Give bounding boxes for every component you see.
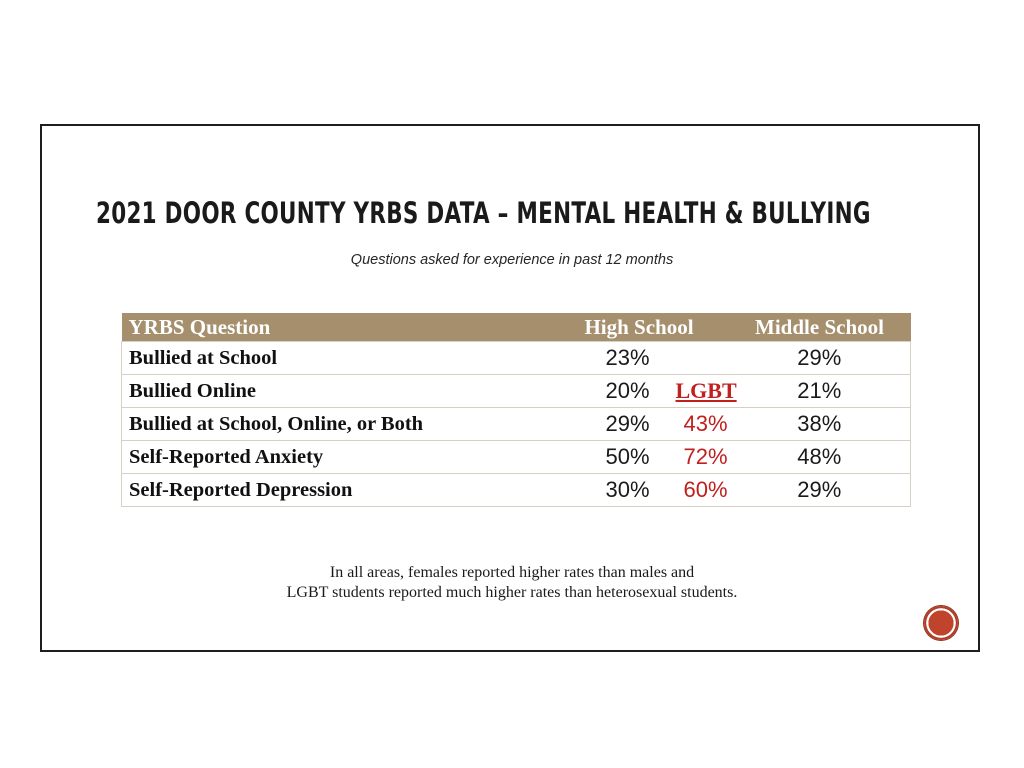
row-middle-school-value: 38% bbox=[729, 408, 911, 441]
row-lgbt-value: 43% bbox=[683, 411, 728, 436]
row-high-school-value: 20% bbox=[605, 378, 650, 403]
slide-nav-dot-icon[interactable] bbox=[924, 606, 958, 640]
row-question: Bullied Online bbox=[122, 375, 550, 408]
row-middle-school-value: 21% bbox=[729, 375, 911, 408]
row-high-school-value: 29% bbox=[605, 411, 650, 436]
table-row bbox=[122, 441, 911, 474]
row-high-school-cell bbox=[550, 342, 729, 375]
table-row bbox=[122, 375, 911, 408]
slide-subtitle: Questions asked for experience in past 12 months bbox=[350, 252, 674, 268]
row-question: Self-Reported Anxiety bbox=[122, 441, 550, 474]
table-row bbox=[122, 408, 911, 441]
footnote-line: In all areas, females reported higher rates than males and bbox=[329, 564, 695, 581]
row-question: Self-Reported Depression bbox=[122, 474, 550, 507]
row-high-school-cell bbox=[550, 441, 729, 474]
table-row bbox=[122, 342, 911, 375]
row-high-school-value: 30% bbox=[605, 477, 650, 502]
row-high-school-cell bbox=[550, 408, 729, 441]
table-row bbox=[122, 474, 911, 507]
footnote-line: LGBT students reported much higher rates than heterosexual students. bbox=[286, 584, 738, 601]
row-high-school-cell bbox=[550, 375, 737, 408]
row-lgbt-value: 72% bbox=[683, 444, 728, 469]
row-middle-school-value: 29% bbox=[729, 342, 911, 375]
table-header-row bbox=[122, 313, 911, 342]
footnote bbox=[200, 563, 824, 603]
row-high-school-value: 23% bbox=[605, 345, 650, 370]
row-question: Bullied at School bbox=[122, 342, 550, 375]
header-question: YRBS Question bbox=[128, 315, 271, 339]
row-high-school-value: 50% bbox=[605, 444, 650, 469]
row-middle-school-value: 48% bbox=[729, 441, 911, 474]
row-high-school-cell bbox=[550, 474, 729, 507]
header-high-school: High School bbox=[584, 315, 694, 339]
slide-title: 2021 DOOR COUNTY YRBS DATA – MENTAL HEALTH & BULLYING bbox=[96, 196, 871, 230]
row-question: Bullied at School, Online, or Both bbox=[122, 408, 550, 441]
row-middle-school-value: 29% bbox=[729, 474, 911, 507]
yrbs-table bbox=[121, 313, 911, 507]
header-middle-school: Middle School bbox=[755, 315, 884, 339]
lgbt-column-label: LGBT bbox=[675, 378, 737, 403]
row-lgbt-value: 60% bbox=[683, 477, 728, 502]
